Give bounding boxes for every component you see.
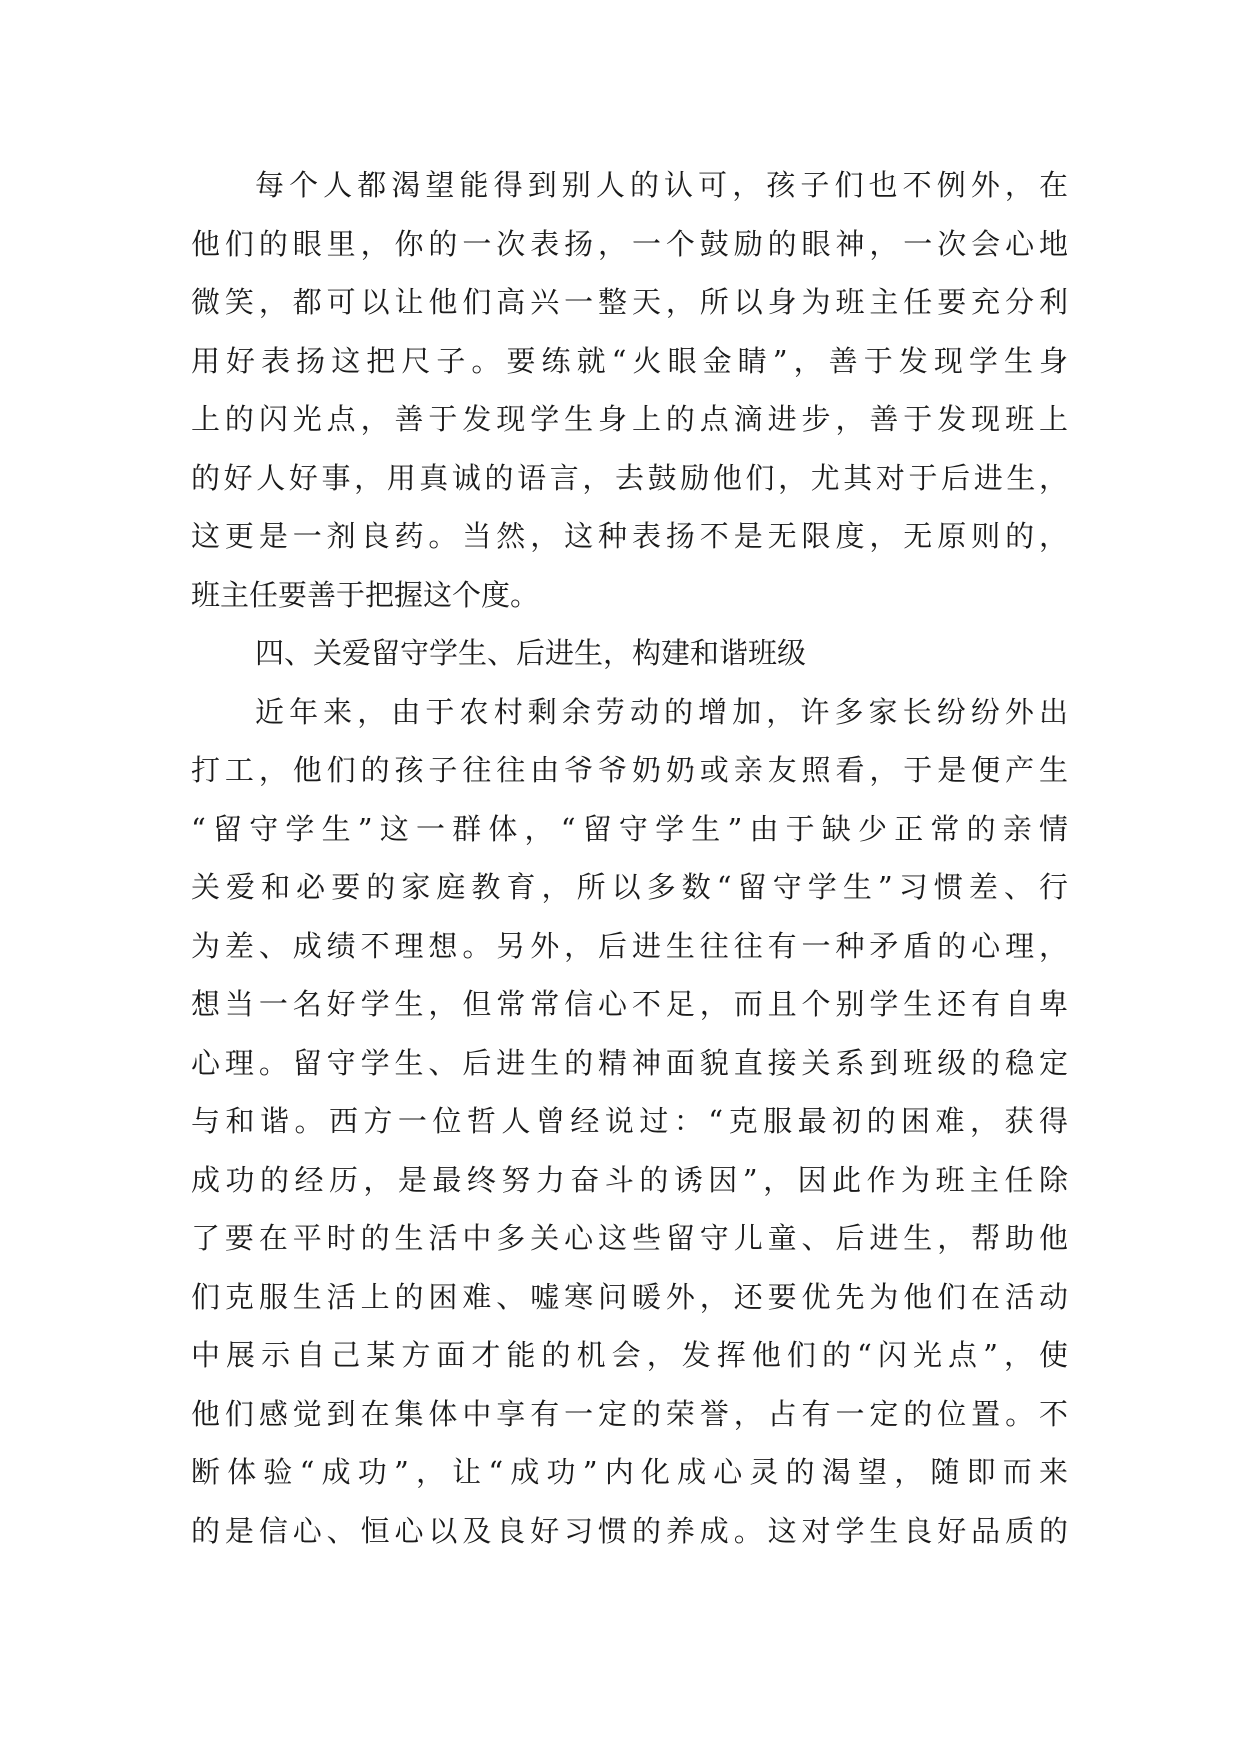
- paragraph-line: 微笑，都可以让他们高兴一整天，所以身为班主任要充分利: [191, 285, 1068, 319]
- paragraph-line: 为差、成绩不理想。另外，后进生往往有一种矛盾的心理，: [191, 928, 1068, 963]
- paragraph-line: 近年来，由于农村剩余劳动的增加，许多家长纷纷外出: [255, 694, 1068, 729]
- paragraph-line: 他们的眼里，你的一次表扬，一个鼓励的眼神，一次会心地: [191, 226, 1068, 261]
- body-text: [191, 156, 1068, 1560]
- paragraph-line: 中展示自己某方面才能的机会，发挥他们的“闪光点”，使: [191, 1338, 1068, 1372]
- paragraph-line: “留守学生”这一群体，“留守学生”由于缺少正常的亲情: [191, 811, 1068, 846]
- paragraph-line: 想当一名好学生，但常常信心不足，而且个别学生还有自卑: [191, 987, 1068, 1021]
- paragraph-line: 他们感觉到在集体中享有一定的荣誉，占有一定的位置。不: [191, 1396, 1068, 1431]
- paragraph-line: 上的闪光点，善于发现学生身上的点滴进步，善于发现班上: [191, 402, 1068, 436]
- paragraph-line: 打工，他们的孩子往往由爷爷奶奶或亲友照看，于是便产生: [191, 753, 1068, 787]
- paragraph-line: 班主任要善于把握这个度。: [191, 577, 540, 612]
- paragraph-line: 与和谐。西方一位哲人曾经说过：“克服最初的困难，获得: [191, 1104, 1068, 1138]
- paragraph-line: 用好表扬这把尺子。要练就“火眼金睛”，善于发现学生身: [191, 343, 1068, 378]
- paragraph-line: 这更是一剂良药。当然，这种表扬不是无限度，无原则的，: [191, 519, 1068, 553]
- paragraph-line: 断体验“成功”，让“成功”内化成心灵的渴望，随即而来: [191, 1455, 1068, 1489]
- paragraph-line: 的好人好事，用真诚的语言，去鼓励他们，尤其对于后进生，: [191, 460, 1068, 495]
- paragraph-line: 成功的经历，是最终努力奋斗的诱因”，因此作为班主任除: [191, 1162, 1068, 1197]
- paragraph-line: 了要在平时的生活中多关心这些留守儿童、后进生，帮助他: [191, 1221, 1068, 1255]
- paragraph-line: 关爱和必要的家庭教育，所以多数“留守学生”习惯差、行: [191, 870, 1068, 904]
- paragraph-line: 的是信心、恒心以及良好习惯的养成。这对学生良好品质的: [191, 1513, 1068, 1548]
- section-heading: 四、关爱留守学生、后进生，构建和谐班级: [255, 636, 807, 670]
- paragraph-line: 每个人都渴望能得到别人的认可，孩子们也不例外，在: [255, 168, 1068, 202]
- paragraph-line: 心理。留守学生、后进生的精神面貌直接关系到班级的稳定: [191, 1045, 1068, 1080]
- paragraph-line: 们克服生活上的困难、嘘寒问暖外，还要优先为他们在活动: [191, 1279, 1068, 1314]
